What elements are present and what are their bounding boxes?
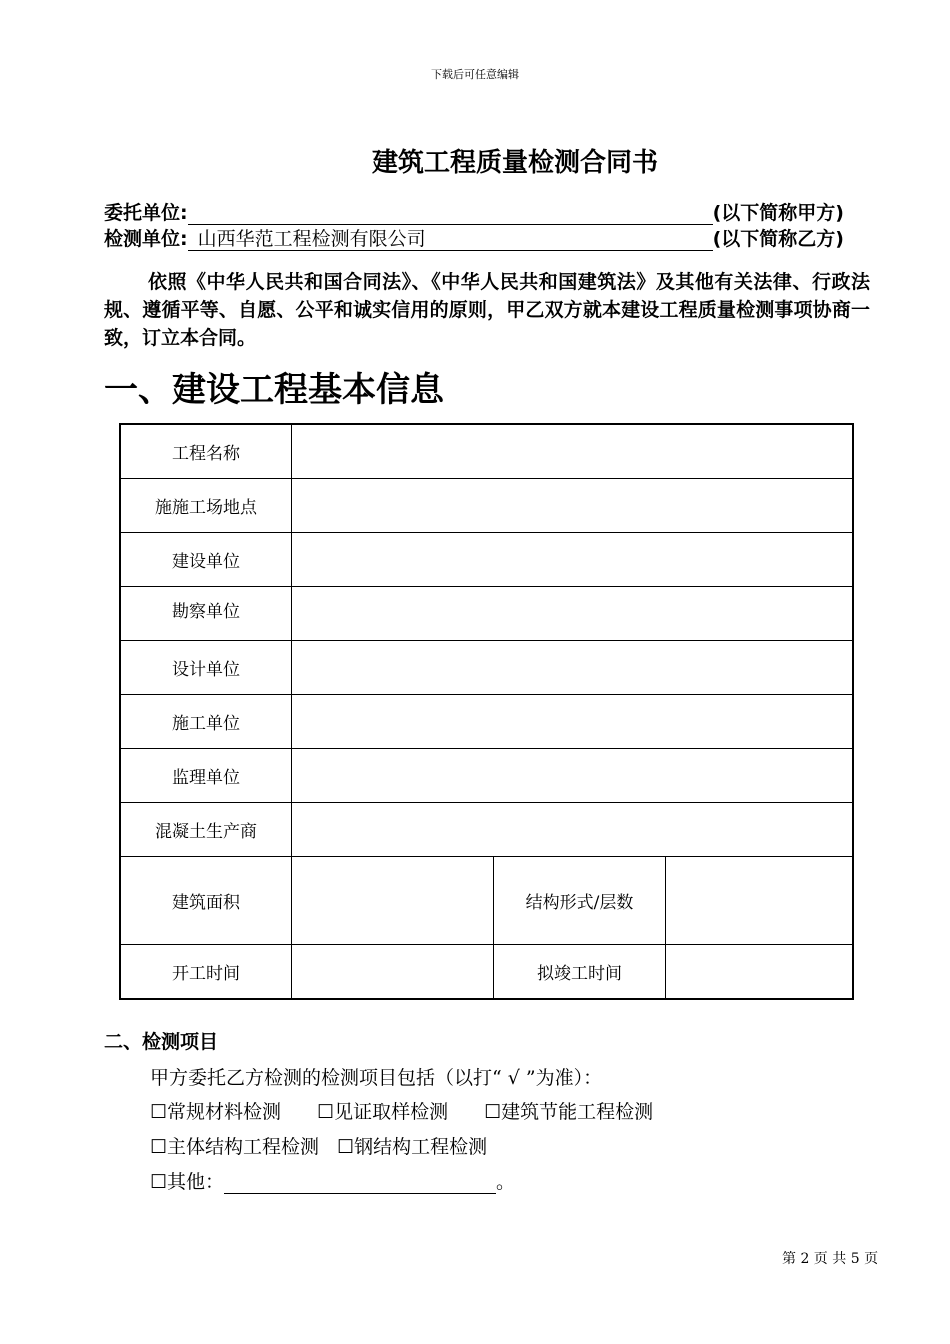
page-footer: 第 2 页 共 5 页	[782, 1251, 879, 1267]
section1-heading: 一、建设工程基本信息	[104, 370, 444, 410]
table-row	[120, 640, 853, 694]
table-row	[120, 802, 853, 856]
end-time-cell[interactable]	[666, 944, 854, 999]
checkbox-routine-material[interactable]: ☐常规材料检测	[150, 1101, 282, 1123]
table-row	[120, 748, 853, 802]
other-blank-field[interactable]	[224, 1173, 496, 1194]
options-row-1	[150, 1097, 653, 1124]
table-row	[120, 694, 853, 748]
options-row-other	[150, 1167, 515, 1194]
header-note: 下载后可任意编辑	[431, 68, 519, 81]
row-label: 建设单位	[120, 532, 292, 586]
structure-label: 结构形式/层数	[494, 856, 666, 944]
section2-heading: 二、检测项目	[104, 1031, 219, 1053]
row-label: 设计单位	[120, 640, 292, 694]
row-label: 施工单位	[120, 694, 292, 748]
project-info-table	[119, 423, 854, 1000]
intro-paragraph: 依照《中华人民共和国合同法》、《中华人民共和国建筑法》及其他有关法律、行政法规、遵循平等、自愿、公平和诚实信用的原则，甲乙双方就本建设工程质量检测事项协商一致，订立本合同。	[104, 271, 870, 349]
tester-field[interactable]: 山西华范工程检测有限公司	[188, 228, 713, 251]
table-row	[120, 856, 853, 944]
client-party-line	[104, 198, 844, 225]
checkbox-main-structure[interactable]: ☐主体结构工程检测	[150, 1136, 320, 1158]
checkbox-other[interactable]: ☐其他：	[150, 1171, 225, 1193]
builder-unit-cell[interactable]	[292, 694, 854, 748]
row-label: 监理单位	[120, 748, 292, 802]
end-time-label: 拟竣工时间	[494, 944, 666, 999]
table-row	[120, 424, 853, 478]
table-row	[120, 532, 853, 586]
document-title: 建筑工程质量检测合同书	[371, 148, 658, 178]
supervision-unit-cell[interactable]	[292, 748, 854, 802]
section2-description: 甲方委托乙方检测的检测项目包括（以打“ √ ”为准）：	[150, 1067, 603, 1089]
table-row	[120, 478, 853, 532]
project-name-cell[interactable]	[292, 424, 854, 478]
checkbox-energy-saving[interactable]: ☐建筑节能工程检测	[484, 1101, 654, 1123]
area-cell[interactable]	[292, 856, 494, 944]
concrete-producer-cell[interactable]	[292, 802, 854, 856]
other-end-mark: 。	[496, 1171, 516, 1193]
table-row	[120, 944, 853, 999]
start-time-cell[interactable]	[292, 944, 494, 999]
area-label: 建筑面积	[120, 856, 292, 944]
start-time-label: 开工时间	[120, 944, 292, 999]
checkbox-steel-structure[interactable]: ☐钢结构工程检测	[337, 1136, 488, 1158]
client-note: (以下简称甲方)	[712, 202, 844, 224]
construction-unit-cell[interactable]	[292, 532, 854, 586]
design-unit-cell[interactable]	[292, 640, 854, 694]
client-label: 委托单位:	[104, 202, 188, 224]
client-field[interactable]	[188, 202, 713, 225]
table-row	[120, 586, 853, 640]
row-label: 工程名称	[120, 424, 292, 478]
tester-note: (以下简称乙方)	[712, 228, 844, 250]
tester-party-line	[104, 224, 844, 251]
row-label: 施施工场地点	[120, 478, 292, 532]
options-row-2	[150, 1132, 487, 1159]
tester-label: 检测单位:	[104, 228, 188, 250]
checkbox-witness-sampling[interactable]: ☐见证取样检测	[317, 1101, 449, 1123]
row-label: 混凝土生产商	[120, 802, 292, 856]
structure-cell[interactable]	[666, 856, 854, 944]
survey-unit-cell[interactable]	[292, 586, 854, 640]
site-location-cell[interactable]	[292, 478, 854, 532]
row-label: 勘察单位	[120, 586, 292, 640]
